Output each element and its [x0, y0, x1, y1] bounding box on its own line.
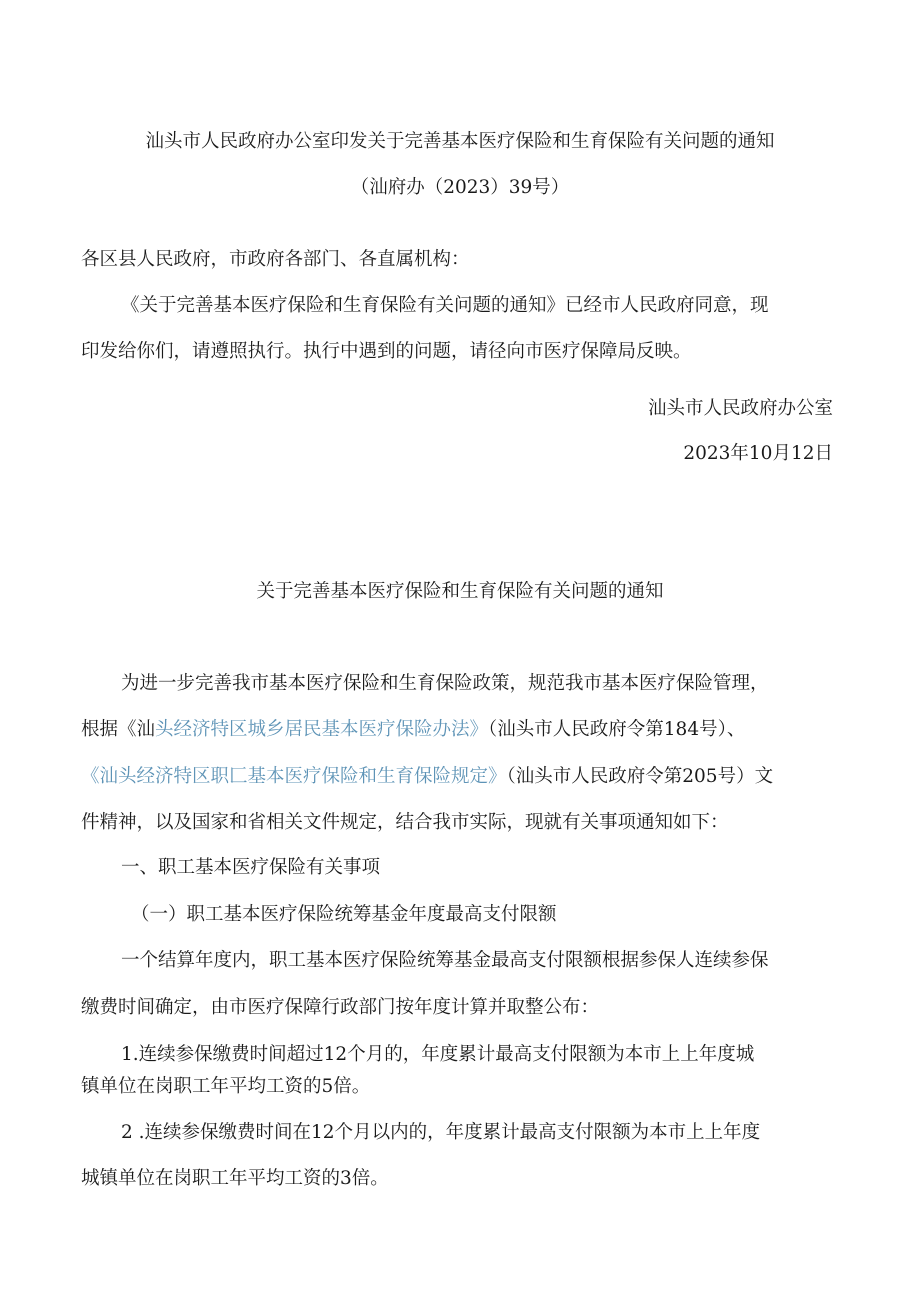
- subsection-heading: （一）职工基本医疗保险统筹基金年度最高支付限额: [131, 904, 557, 925]
- document-title: 关于完善基本医疗保险和生育保险有关问题的通知: [256, 581, 664, 602]
- section-heading: 一、职工基本医疗保险有关事项: [121, 857, 381, 878]
- issue-date: 2023年10月12日: [683, 443, 833, 464]
- notice-body-line-2: 印发给你们，请遵照执行。执行中遇到的问题，请径向市医疗保障局反映。: [81, 341, 692, 362]
- issuer: 汕头市人民政府办公室: [647, 398, 833, 419]
- intro-line-3-suffix: （汕头市人民政府令第205号）文: [506, 766, 774, 787]
- list-item-2-line-2: 城镇单位在岗职工年平均工资的3倍。: [81, 1168, 389, 1189]
- list-item-2-line-1: 2 .连续参保缴费时间在12个月以内的，年度累计最高支付限额为本市上上年度: [121, 1122, 761, 1143]
- recipients: 各区县人民政府，市政府各部门、各直属机构：: [81, 249, 470, 270]
- paragraph-line-1: 一个结算年度内，职工基本医疗保险统筹基金最高支付限额根据参保人连续参保: [121, 950, 769, 971]
- list-item-1-line-2: 镇单位在岗职工年平均工资的5倍。: [81, 1076, 371, 1097]
- intro-line-1: 为进一步完善我市基本医疗保险和生育保险政策，规范我市基本医疗保险管理，: [121, 673, 769, 694]
- regulation-link-residents[interactable]: 头经济特区城乡居民基本医疗保险办法》: [155, 719, 489, 740]
- intro-line-2: [81, 718, 745, 742]
- intro-line-4: 件精神，以及国家和省相关文件规定，结合我市实际，现就有关事项通知如下：: [81, 812, 729, 833]
- paragraph-line-2: 缴费时间确定，由市医疗保障行政部门按年度计算并取整公布：: [81, 997, 600, 1018]
- document-number: （汕府办（2023）39号）: [350, 177, 570, 198]
- intro-line-3: [81, 765, 773, 789]
- notice-title: 汕头市人民政府办公室印发关于完善基本医疗保险和生育保险有关问题的通知: [145, 131, 775, 152]
- notice-body-line-1: 《关于完善基本医疗保险和生育保险有关问题的通知》已经市人民政府同意，现: [121, 295, 769, 316]
- regulation-link-employees[interactable]: 《汕头经济特区职匚基本医疗保险和生育保险规定》: [81, 766, 507, 787]
- intro-line-2-suffix: （汕头市人民政府令第184号）、: [488, 719, 746, 740]
- intro-line-2-prefix: 根据《汕: [81, 719, 156, 740]
- list-item-1-line-1: 1.连续参保缴费时间超过12个月的，年度累计最高支付限额为本市上上年度城: [121, 1044, 755, 1065]
